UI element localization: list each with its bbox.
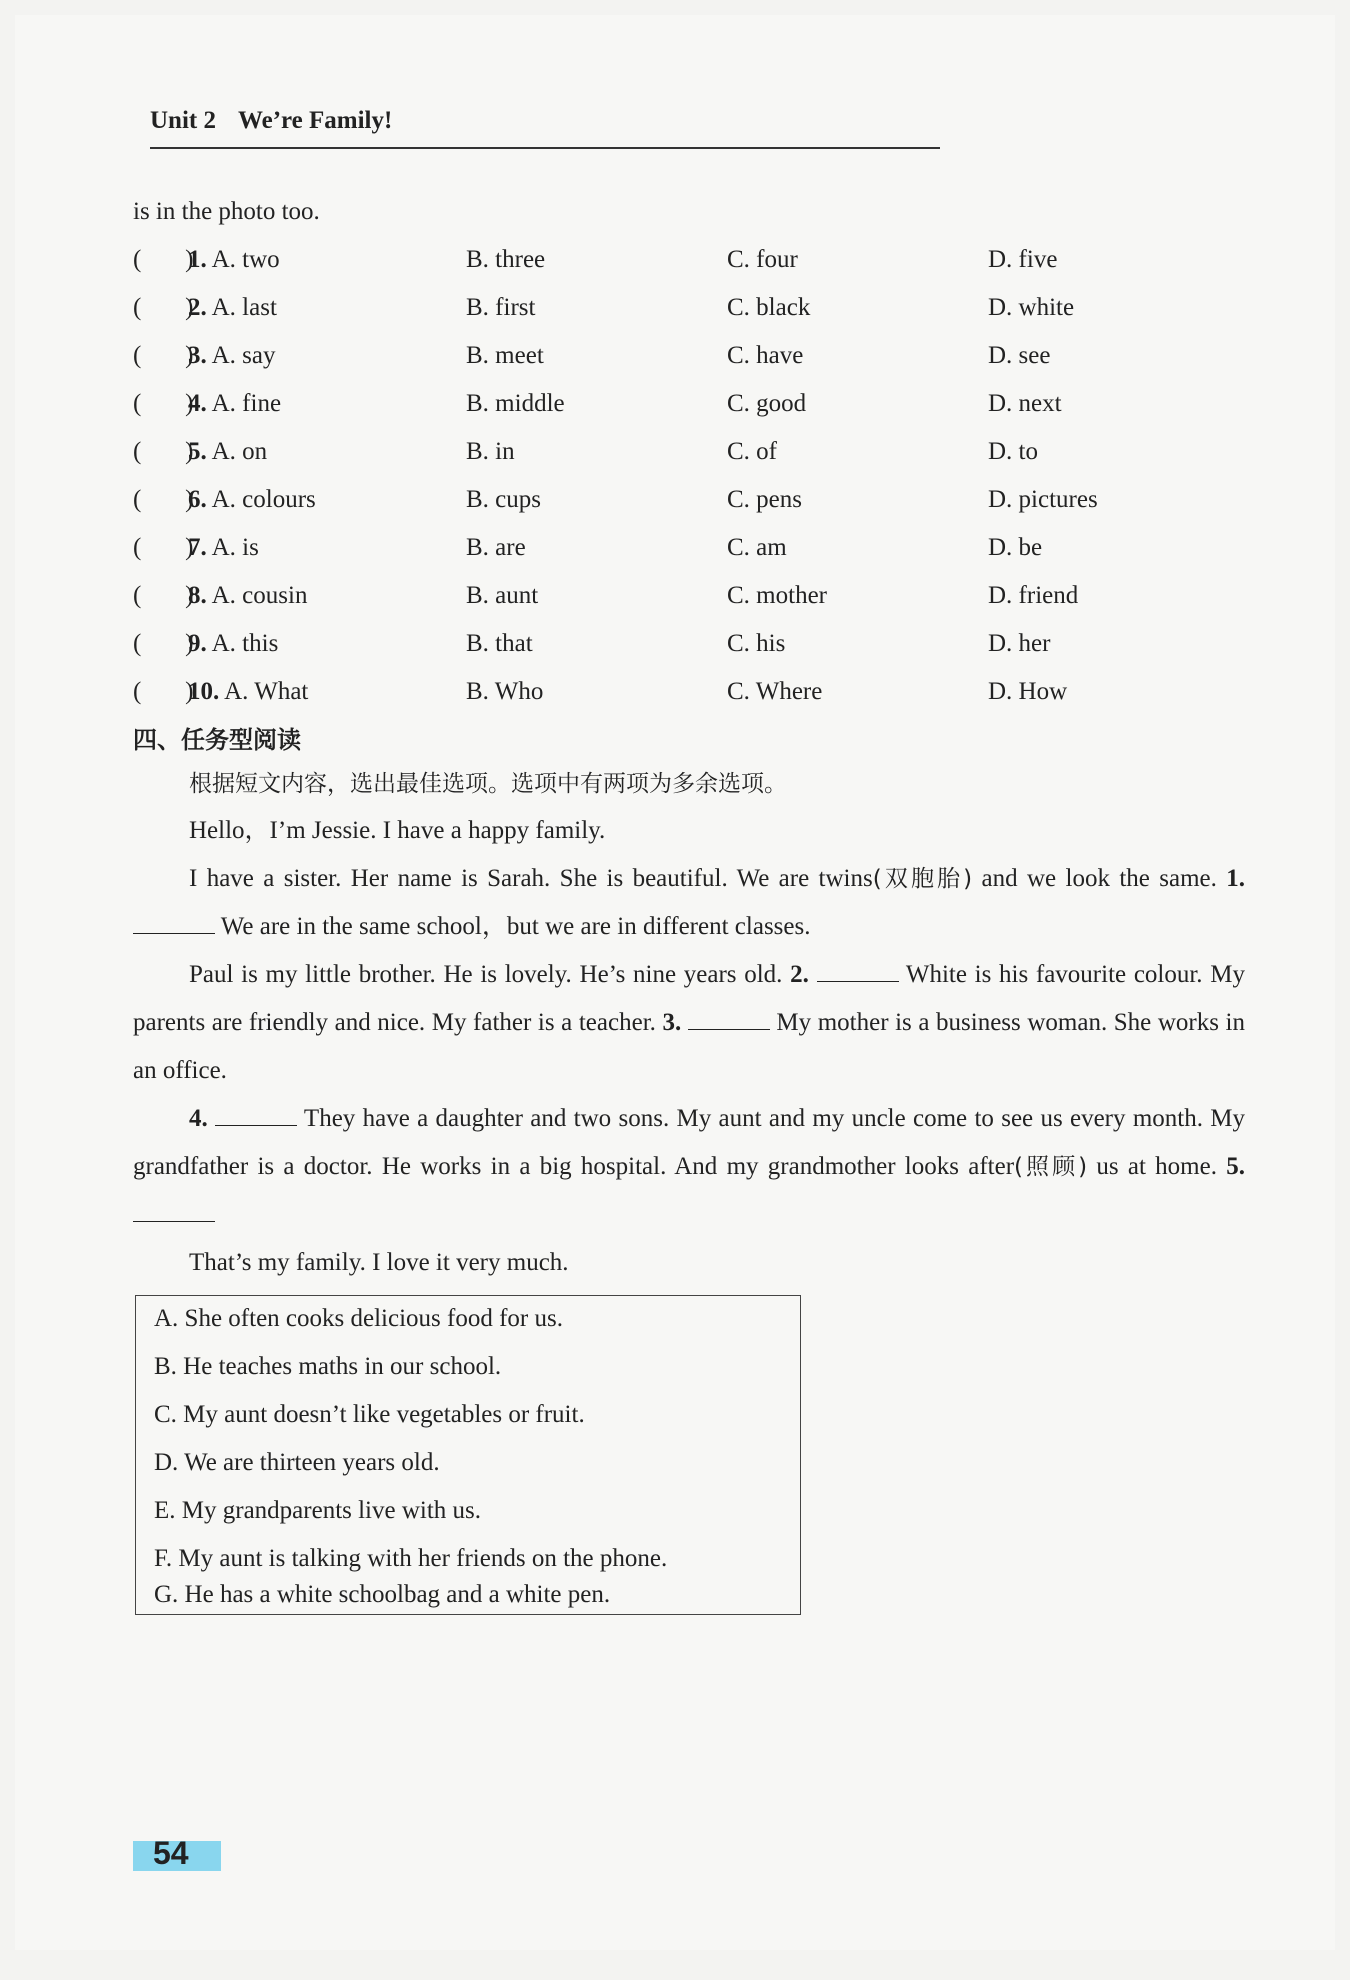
blank-3[interactable] bbox=[688, 1007, 770, 1030]
unit-title: We’re Family! bbox=[237, 107, 393, 134]
blank-label-1: 1. bbox=[1226, 865, 1245, 892]
question-item bbox=[188, 629, 278, 659]
page-number-badge bbox=[133, 1835, 221, 1871]
option-b-text: B. Who bbox=[466, 678, 544, 705]
option-b-text: B. three bbox=[466, 246, 546, 273]
answer-bracket[interactable]: ( ) bbox=[133, 534, 194, 561]
running-header bbox=[150, 107, 392, 135]
option-b-text: B. cups bbox=[466, 486, 541, 513]
option-b-text: B. are bbox=[466, 534, 526, 561]
option-c-text: C. his bbox=[727, 630, 786, 657]
option-d-text: D. to bbox=[988, 438, 1038, 465]
blank-2[interactable] bbox=[817, 959, 899, 982]
blank-5[interactable] bbox=[133, 1199, 215, 1222]
question-item bbox=[188, 437, 267, 467]
option-b-text: B. in bbox=[466, 438, 515, 465]
question-number: 9. bbox=[188, 630, 207, 657]
option-a-text: A. What bbox=[224, 678, 309, 705]
option-d-text: D. How bbox=[988, 678, 1068, 705]
header-rule bbox=[150, 147, 940, 149]
question-number: 10. bbox=[188, 678, 220, 705]
option-c-text: C. mother bbox=[727, 582, 827, 609]
option-b-text: B. that bbox=[466, 630, 533, 657]
question-item bbox=[188, 485, 316, 515]
option-c-text: C. have bbox=[727, 342, 804, 369]
answer-bracket[interactable]: ( ) bbox=[133, 390, 194, 417]
answer-bracket[interactable]: ( ) bbox=[133, 678, 194, 705]
question-number: 7. bbox=[188, 534, 207, 561]
blank-label-3: 3. bbox=[662, 1009, 682, 1036]
option-b-text: B. meet bbox=[466, 342, 544, 369]
question-number: 4. bbox=[188, 390, 207, 417]
question-item bbox=[188, 677, 308, 707]
option-d-text: D. be bbox=[988, 534, 1043, 561]
option-c[interactable]: C. My aunt doesn’t like vegetables or fruit. bbox=[154, 1401, 585, 1428]
option-d-text: D. pictures bbox=[988, 486, 1098, 513]
instruction: 根据短文内容，选出最佳选项。选项中有两项为多余选项。 bbox=[189, 771, 787, 797]
option-a-text: A. is bbox=[211, 534, 259, 561]
option-b-text: B. first bbox=[466, 294, 536, 321]
blank-label-4: 4. bbox=[189, 1105, 208, 1132]
option-c-text: C. Where bbox=[727, 678, 823, 705]
question-item bbox=[188, 341, 276, 371]
question-item bbox=[188, 245, 280, 275]
option-d-text: D. five bbox=[988, 246, 1058, 273]
paragraph-4: 4. They have a daughter and two sons. My aunt and my uncle come to see us every month. My grandfather is a doctor. He works in a big hospital. And my grandmother looks after(照顾) us at home. 5. bbox=[133, 1095, 1245, 1239]
question-number: 6. bbox=[188, 486, 207, 513]
option-a-text: A. last bbox=[211, 294, 277, 321]
section-title: 四、任务型阅读 bbox=[133, 726, 301, 754]
option-a[interactable]: A. She often cooks delicious food for us. bbox=[154, 1305, 563, 1332]
option-a-text: A. cousin bbox=[211, 582, 308, 609]
paragraph-5: That’s my family. I love it very much. bbox=[189, 1249, 569, 1276]
blank-1[interactable] bbox=[133, 911, 215, 934]
answer-bracket[interactable]: ( ) bbox=[133, 294, 194, 321]
option-d-text: D. see bbox=[988, 342, 1051, 369]
option-d-text: D. white bbox=[988, 294, 1075, 321]
option-d-text: D. next bbox=[988, 390, 1062, 417]
intro-tail: is in the photo too. bbox=[133, 198, 320, 225]
blank-label-5: 5. bbox=[1226, 1153, 1245, 1180]
question-number: 2. bbox=[188, 294, 207, 321]
answer-bracket[interactable]: ( ) bbox=[133, 486, 194, 513]
option-f[interactable]: F. My aunt is talking with her friends on the phone. bbox=[154, 1545, 668, 1572]
blank-4[interactable] bbox=[215, 1103, 297, 1126]
option-c-text: C. four bbox=[727, 246, 798, 273]
option-a-text: A. fine bbox=[211, 390, 282, 417]
paragraph-3: Paul is my little brother. He is lovely. He’s nine years old. 2. White is his favourite colour. My parents are friendly and nice. My father is a teacher. 3. My mother is a business woman. She works in an office. bbox=[133, 961, 1245, 1084]
option-d-text: D. her bbox=[988, 630, 1051, 657]
option-e[interactable]: E. My grandparents live with us. bbox=[154, 1497, 482, 1524]
answer-bracket[interactable]: ( ) bbox=[133, 630, 194, 657]
answer-bracket[interactable]: ( ) bbox=[133, 438, 194, 465]
option-c-text: C. pens bbox=[727, 486, 802, 513]
option-a-text: A. on bbox=[211, 438, 268, 465]
paragraph-1: Hello，I’m Jessie. I have a happy family. bbox=[189, 817, 606, 844]
question-item bbox=[188, 533, 259, 563]
option-a-text: A. say bbox=[211, 342, 276, 369]
option-d-text: D. friend bbox=[988, 582, 1079, 609]
paragraph-2: I have a sister. Her name is Sarah. She is beautiful. We are twins(双胞胎) and we look the same. 1. We are in the same school，but we are in different classes. bbox=[133, 855, 1245, 951]
option-b-text: B. middle bbox=[466, 390, 565, 417]
answer-bracket[interactable]: ( ) bbox=[133, 582, 194, 609]
question-item bbox=[188, 581, 307, 611]
option-a-text: A. colours bbox=[211, 486, 316, 513]
option-b[interactable]: B. He teaches maths in our school. bbox=[154, 1353, 502, 1380]
option-d[interactable]: D. We are thirteen years old. bbox=[154, 1449, 440, 1476]
option-c-text: C. black bbox=[727, 294, 811, 321]
option-g[interactable]: G. He has a white schoolbag and a white pen. bbox=[154, 1581, 611, 1608]
page bbox=[15, 15, 1335, 1950]
question-number: 3. bbox=[188, 342, 207, 369]
question-item bbox=[188, 293, 277, 323]
option-c-text: C. good bbox=[727, 390, 807, 417]
question-item bbox=[188, 389, 281, 419]
question-number: 5. bbox=[188, 438, 207, 465]
option-c-text: C. am bbox=[727, 534, 787, 561]
unit-label: Unit 2 bbox=[150, 107, 216, 134]
answer-bracket[interactable]: ( ) bbox=[133, 246, 194, 273]
question-number: 8. bbox=[188, 582, 207, 609]
answer-bracket[interactable]: ( ) bbox=[133, 342, 194, 369]
option-c-text: C. of bbox=[727, 438, 777, 465]
page-number: 54 bbox=[153, 1835, 189, 1871]
option-b-text: B. aunt bbox=[466, 582, 539, 609]
question-number: 1. bbox=[188, 246, 207, 273]
blank-label-2: 2. bbox=[790, 961, 809, 988]
option-a-text: A. this bbox=[211, 630, 279, 657]
option-a-text: A. two bbox=[211, 246, 280, 273]
options-box bbox=[135, 1295, 801, 1615]
